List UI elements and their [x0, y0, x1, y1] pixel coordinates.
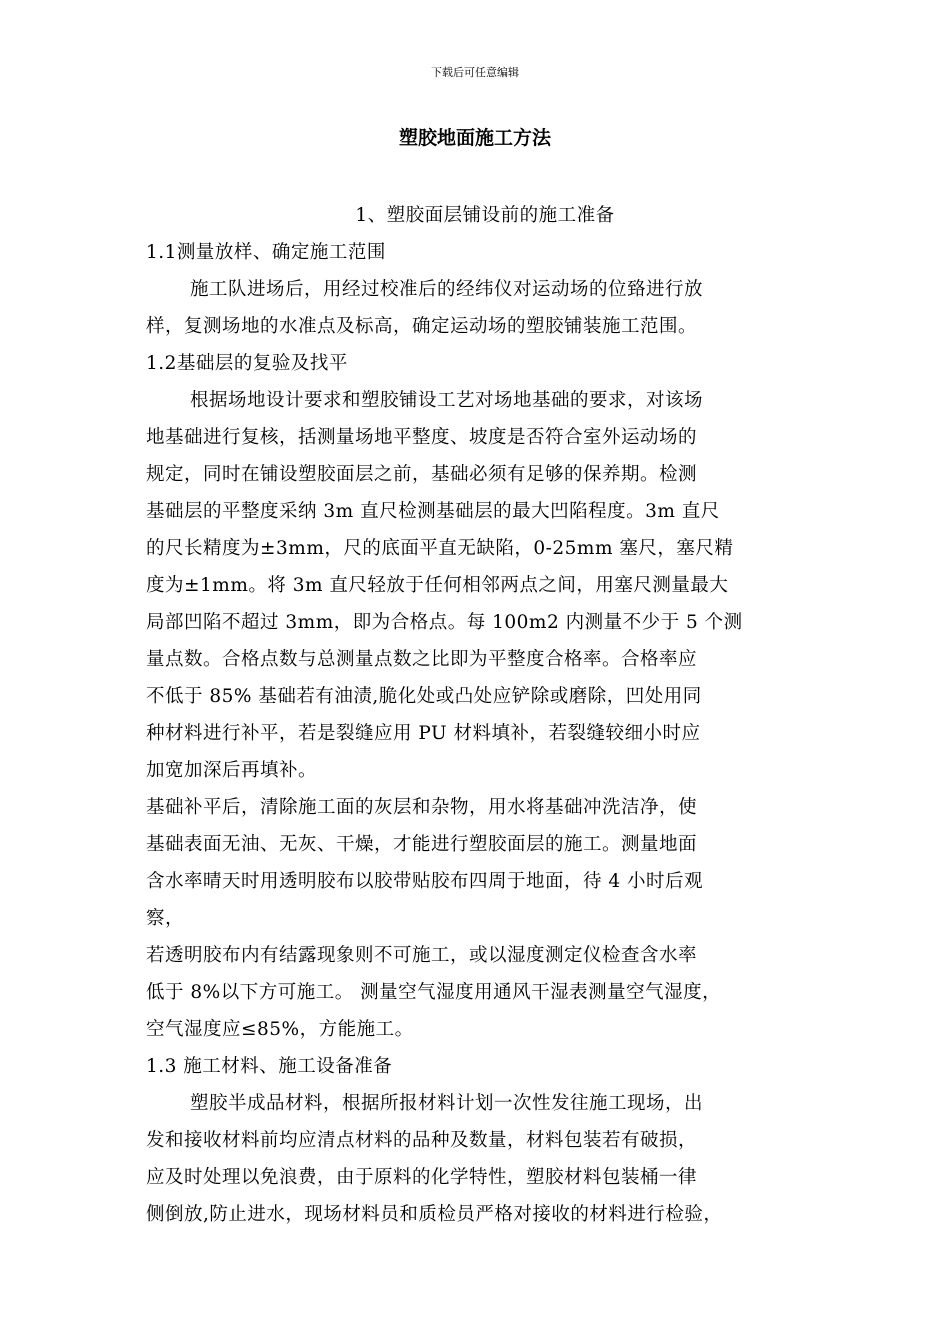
text-line: 基础补平后，清除施工面的灰层和杂物，用水将基础冲洗洁净，使	[146, 797, 698, 818]
subsection-heading: 1.2基础层的复验及找平	[146, 353, 348, 374]
text-line: 样，复测场地的水准点及标高，确定运动场的塑胶铺装施工范围。	[146, 316, 698, 337]
section-heading: 1、塑胶面层铺设前的施工准备	[355, 205, 615, 226]
text-line: 侧倒放,防止进水，现场材料员和质检员严格对接收的材料进行检验，	[146, 1204, 723, 1225]
text-line: 的尺长精度为±3mm，尺的底面平直无缺陷，0-25mm 塞尺，塞尺精	[146, 538, 734, 559]
text-line: 察，	[146, 908, 185, 929]
text-line: 空气湿度应≤85%，方能施工。	[146, 1019, 414, 1040]
text-line: 含水率晴天时用透明胶布以胶带贴胶布四周于地面，待 4 小时后观	[146, 871, 704, 892]
subsection-heading: 1.1测量放样、确定施工范围	[146, 242, 386, 263]
text-line: 量点数。合格点数与总测量点数之比即为平整度合格率。合格率应	[146, 649, 698, 670]
document-body	[146, 197, 816, 1233]
text-line: 基础层的平整度采纳 3m 直尺检测基础层的最大凹陷程度。3m 直尺	[146, 501, 720, 522]
header-note: 下载后可任意编辑	[431, 66, 519, 79]
text-line: 应及时处理以免浪费，由于原料的化学特性，塑胶材料包装桶一律	[146, 1167, 698, 1188]
text-line: 规定，同时在铺设塑胶面层之前，基础必须有足够的保养期。检测	[146, 464, 698, 485]
text-line: 塑胶半成品材料，根据所报材料计划一次性发往施工现场，出	[190, 1093, 704, 1114]
text-line: 不低于 85% 基础若有油渍,脆化处或凸处应铲除或磨除，凹处用同	[146, 686, 702, 707]
text-line: 施工队进场后，用经过校准后的经纬仪对运动场的位臵进行放	[190, 279, 704, 300]
text-line: 根据场地设计要求和塑胶铺设工艺对场地基础的要求，对该场	[190, 390, 704, 411]
text-line: 局部凹陷不超过 3mm，即为合格点。每 100m2 内测量不少于 5 个测	[146, 612, 743, 633]
text-line: 若透明胶布内有结露现象则不可施工，或以湿度测定仪检查含水率	[146, 945, 698, 966]
text-line: 低于 8%以下方可施工。 测量空气湿度用通风干湿表测量空气湿度，	[146, 982, 722, 1003]
text-line: 基础表面无油、无灰、干燥，才能进行塑胶面层的施工。测量地面	[146, 834, 698, 855]
paragraph-lines	[146, 234, 816, 1233]
document-title: 塑胶地面施工方法	[398, 127, 551, 149]
text-line: 种材料进行补平，若是裂缝应用 PU 材料填补，若裂缝较细小时应	[146, 723, 701, 744]
text-line: 地基础进行复核，括测量场地平整度、坡度是否符合室外运动场的	[146, 427, 698, 448]
subsection-heading: 1.3 施工材料、施工设备准备	[146, 1056, 393, 1077]
text-line: 度为±1mm。将 3m 直尺轻放于任何相邻两点之间，用塞尺测量最大	[146, 575, 729, 596]
text-line: 发和接收材料前均应清点材料的品种及数量，材料包装若有破损，	[146, 1130, 698, 1151]
text-line: 加宽加深后再填补。	[146, 760, 318, 781]
